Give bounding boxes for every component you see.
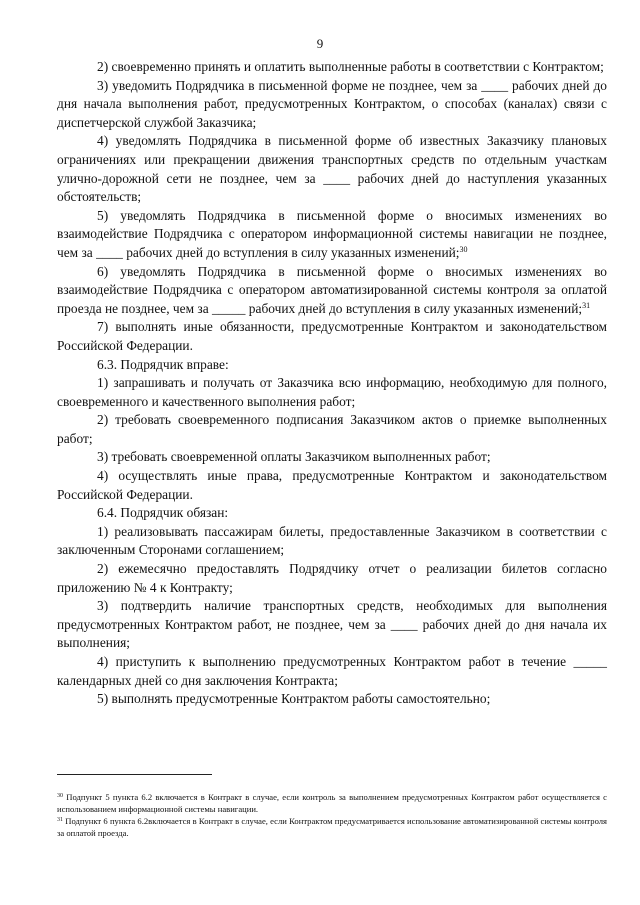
footnotes [57, 792, 607, 840]
footnote-31 [57, 816, 607, 839]
paragraph: 4) осуществлять иные права, предусмотренные Контрактом и законодательством Российской Федерации. [57, 468, 607, 502]
paragraph: 2) своевременно принять и оплатить выполненные работы в соответствии с Контрактом; [97, 59, 604, 74]
paragraph: 7) выполнять иные обязанности, предусмотренные Контрактом и законодательством Российской Федерации. [57, 319, 607, 353]
footnote-text: Подпункт 6 пункта 6.2включается в Контракт в случае, если Контрактом предусматривается использование автоматизированной системы контроля за оплатой проезда. [57, 816, 607, 838]
paragraph: 6) уведомлять Подрядчика в письменной форме о вносимых изменениях во взаимодействие Подрядчика с оператором автоматизированной системы контроля за оплатой проезда не позднее, чем за _____ рабочих дней до вступления в силу указанных изменений;$^{31}$ [57, 263, 607, 316]
footnote-ref-31[interactable]: 31 [582, 300, 591, 310]
footnote-mark: 31 [57, 817, 63, 824]
page-number: 9 [316, 36, 324, 51]
document-body [57, 58, 607, 709]
paragraph: 5) выполнять предусмотренные Контрактом работы самостоятельно; [97, 691, 491, 707]
section-heading: 6.3. Подрядчик вправе: [97, 356, 229, 372]
footnote-mark: 30 [57, 793, 63, 799]
paragraph: 3) подтвердить наличие транспортных средств, необходимых для выполнения предусмотренных Контрактом работ, не позднее, чем за ____ рабочих дней до дня начала их выполнения; [57, 598, 607, 651]
footnote-separator [57, 774, 212, 775]
paragraph: 3) уведомить Подрядчика в письменной форме не позднее, чем за ____ рабочих дней до дня начала выполнения работ, предусмотренных Контрактом, о способах (каналах) связи с диспетчерской службой Заказчика; [57, 77, 607, 130]
paragraph: 4) уведомлять Подрядчика в письменной форме об известных Заказчику плановых ограничениях или прекращении движения транспортных средств по отдельным участкам улично-дорожной сети не позднее, чем за ____ рабочих дней до наступления указанных обстоятельств; [57, 133, 607, 205]
paragraph: 3) требовать своевременной оплаты Заказчиком выполненных работ; [97, 449, 491, 465]
paragraph: 2) требовать своевременного подписания Заказчиком актов о приемке выполненных работ; [57, 412, 607, 446]
paragraph: 5) уведомлять Подрядчика в письменной форме о вносимых изменениях во взаимодействие Подрядчика с оператором информационной системы навигации не позднее, чем за ____ рабочих дней до вступления в силу указанных изменений;$^{30}$ [57, 207, 607, 260]
section-heading: 6.4. Подрядчик обязан: [97, 505, 229, 521]
footnote-ref-30[interactable]: 30 [459, 244, 468, 254]
paragraph: 1) запрашивать и получать от Заказчика всю информацию, необходимую для полного, своевременного и качественного выполнения работ; [57, 375, 607, 409]
footnote-30 [57, 792, 607, 815]
paragraph: 4) приступить к выполнению предусмотренных Контрактом работ в течение _____ календарных дней со дня заключения Контракта; [57, 654, 607, 688]
paragraph: 2) ежемесячно предоставлять Подрядчику отчет о реализации билетов согласно приложению № 4 к Контракту; [57, 561, 607, 595]
paragraph: 1) реализовывать пассажирам билеты, предоставленные Заказчиком в соответствии с заключенным Сторонами соглашением; [57, 523, 607, 558]
footnote-text: Подпункт 5 пункта 6.2 включается в Контракт в случае, если контроль за выполнением предусмотренных Контрактом работ осуществляется с использованием информационной системы навигации. [57, 792, 607, 814]
